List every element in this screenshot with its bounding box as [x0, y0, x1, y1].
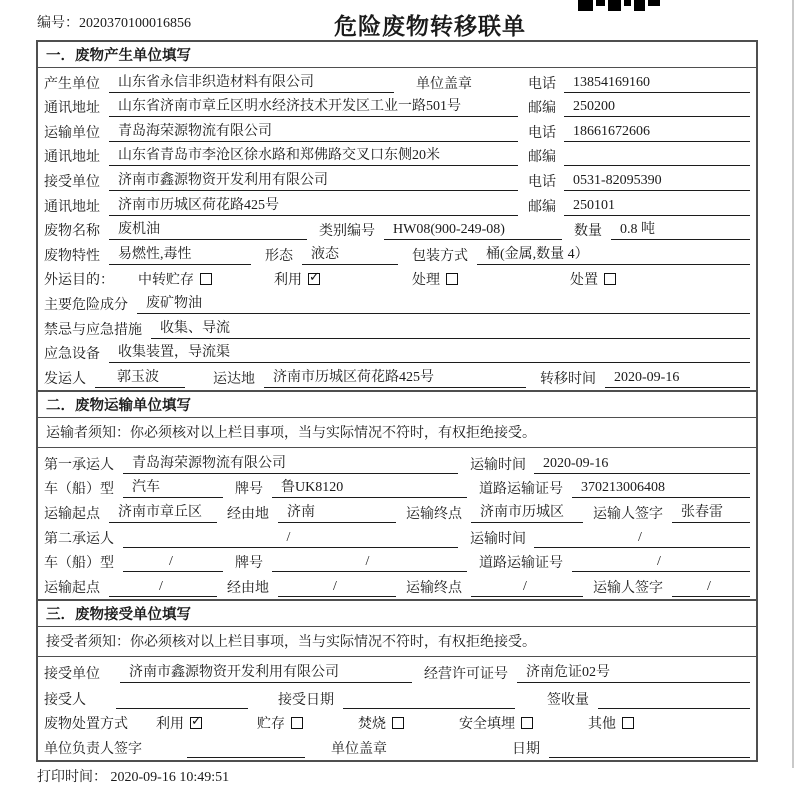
- disposal-option-landfill: [459, 713, 533, 733]
- serial-value: 2020370100016856: [79, 16, 191, 31]
- waste-code-value: HW08(900-249-08): [384, 222, 562, 240]
- checkbox-icon[interactable]: [622, 717, 634, 729]
- section-receiver: [36, 599, 758, 762]
- permit2-value: /: [572, 554, 750, 572]
- section-producer: [36, 40, 758, 392]
- receiver-phone-value: 0531-82095390: [564, 173, 750, 191]
- permit-label: 道路运输证号: [479, 482, 563, 498]
- hazard-label: 主要危险成分: [44, 297, 128, 313]
- producer-phone-value: 13854169160: [564, 75, 750, 93]
- carrier-sign-label: 运输人签字: [593, 506, 663, 522]
- address-label: 通讯地址: [44, 150, 100, 166]
- equipment-label: 应急设备: [44, 347, 100, 363]
- row-route1: [44, 498, 750, 523]
- checkbox-icon[interactable]: [446, 273, 458, 285]
- transfer-time-value: 2020-09-16: [605, 370, 750, 388]
- row-producer: [44, 68, 750, 93]
- checkbox-label: 利用: [274, 273, 302, 289]
- waste-props-label: 废物特性: [44, 248, 100, 264]
- zip-label: 邮编: [528, 150, 556, 166]
- section1-title: 一．废物产生单位填写: [38, 42, 756, 68]
- serial-label: 编号：: [37, 16, 79, 31]
- checkbox-icon[interactable]: [308, 273, 320, 285]
- plate-label: 牌号: [235, 556, 263, 572]
- row-accept-unit: [44, 657, 750, 683]
- route-start2-value: /: [109, 579, 217, 597]
- checkbox-label: 处理: [412, 273, 440, 289]
- notice-label: 接受者须知：: [46, 635, 130, 651]
- plate-label: 牌号: [235, 482, 263, 498]
- transporter-phone-value: 18661672606: [564, 124, 750, 142]
- document-header: [0, 0, 796, 40]
- plate2-value: /: [272, 554, 467, 572]
- checkbox-icon[interactable]: [392, 717, 404, 729]
- waste-name-label: 废物名称: [44, 224, 100, 240]
- row-receiver: [44, 166, 750, 191]
- row-equipment: [44, 339, 750, 364]
- taboo-label: 禁忌与应急措施: [44, 322, 142, 338]
- producer-label: 产生单位: [44, 76, 100, 92]
- producer-value: 山东省永信非织造材料有限公司: [109, 71, 394, 93]
- route-end-value: 济南市历城区: [471, 501, 583, 523]
- transporter-notice: [38, 418, 756, 448]
- carrier2-value: /: [123, 530, 458, 548]
- plate-value: 鲁UK8120: [272, 476, 467, 498]
- route-end-label: 运输终点: [406, 506, 462, 522]
- checkbox-label: 焚烧: [358, 717, 386, 733]
- route-via-label: 经由地: [227, 580, 269, 596]
- taboo-value: 收集、导流: [151, 317, 750, 339]
- purpose-option-transfer-storage: [138, 269, 212, 289]
- vehicle-type-label: 车（船）型: [44, 482, 114, 498]
- license-value: 济南危证02号: [517, 661, 750, 683]
- row-disposal: [44, 709, 750, 734]
- purpose-option-dispose: [570, 269, 616, 289]
- accept-date-value: [343, 707, 515, 709]
- transport-time-value: 2020-09-16: [534, 456, 750, 474]
- route-end2-value: /: [471, 579, 583, 597]
- date-value: [549, 756, 750, 758]
- dispatcher-label: 发运人: [44, 371, 86, 387]
- page-edge-line: [792, 0, 794, 768]
- row-dispatch: [44, 363, 750, 388]
- waste-pack-label: 包装方式: [412, 248, 468, 264]
- qr-block: [578, 0, 593, 11]
- route-start-value: 济南市章丘区: [109, 501, 217, 523]
- unit-seal-label: 单位盖章: [331, 741, 387, 757]
- phone-label: 电话: [528, 174, 556, 190]
- row-vehicle2: [44, 548, 750, 573]
- responsible-sign-label: 单位负责人签字: [44, 741, 142, 757]
- route-via-label: 经由地: [227, 506, 269, 522]
- vehicle-type2-value: /: [123, 554, 223, 572]
- route-end-label: 运输终点: [406, 580, 462, 596]
- producer-address-value: 山东省济南市章丘区明水经济技术开发区工业一路501号: [109, 95, 518, 117]
- waste-code-label: 类别编号: [319, 224, 375, 240]
- qr-block: [624, 0, 631, 6]
- carrier1-value: 青岛海荣源物流有限公司: [123, 452, 458, 474]
- row-receiver-address: [44, 191, 750, 216]
- receiver-value: 济南市鑫源物资开发利用有限公司: [109, 169, 518, 191]
- disposal-option-incinerate: [358, 713, 404, 733]
- transporter-address-value: 山东省青岛市李沧区徐水路和郑佛路交叉口东侧20米: [109, 144, 518, 166]
- producer-zip-value: 250200: [564, 99, 750, 117]
- checkbox-icon[interactable]: [190, 717, 202, 729]
- qr-block: [596, 0, 605, 6]
- transport-time-label: 运输时间: [470, 457, 526, 473]
- disposal-label: 废物处置方式: [44, 717, 128, 733]
- address-label: 通讯地址: [44, 101, 100, 117]
- print-time: [37, 766, 796, 786]
- checkbox-label: 利用: [156, 717, 184, 733]
- address-label: 通讯地址: [44, 199, 100, 215]
- page-title: 危险废物转移联单: [334, 14, 526, 39]
- carrier2-label: 第二承运人: [44, 531, 114, 547]
- phone-label: 电话: [528, 125, 556, 141]
- row-acceptor: [44, 683, 750, 709]
- transport-time-label: 运输时间: [470, 531, 526, 547]
- qr-block: [634, 0, 645, 11]
- checkbox-label: 安全填埋: [459, 717, 515, 733]
- route-start-label: 运输起点: [44, 506, 100, 522]
- print-time-label: 打印时间：: [37, 769, 107, 785]
- row-carrier2: [44, 523, 750, 548]
- receiver-label: 接受单位: [44, 174, 100, 190]
- row-taboo: [44, 314, 750, 339]
- dispatcher-value: 郭玉波: [95, 366, 185, 388]
- row-purpose: [44, 265, 750, 290]
- qr-code-fragment: [578, 0, 666, 11]
- waste-form-label: 形态: [265, 248, 293, 264]
- receiver-notice: [38, 627, 756, 657]
- waste-name-value: 废机油: [109, 218, 307, 240]
- section3-title: 三．废物接受单位填写: [38, 601, 756, 627]
- accept-date-label: 接受日期: [278, 692, 334, 708]
- seal-label: 单位盖章: [416, 76, 472, 92]
- qr-block: [608, 0, 621, 11]
- row-hazard: [44, 289, 750, 314]
- permit-label: 道路运输证号: [479, 556, 563, 572]
- carrier-sign2-value: /: [672, 579, 750, 597]
- purpose-option-utilize: [274, 269, 320, 289]
- zip-label: 邮编: [528, 199, 556, 215]
- license-label: 经营许可证号: [424, 666, 508, 682]
- equipment-value: 收集装置，导流渠: [109, 341, 750, 363]
- checkbox-label: 处置: [570, 273, 598, 289]
- purpose-label: 外运目的：: [44, 273, 114, 289]
- acceptor-value: [116, 707, 248, 709]
- disposal-option-utilize: [156, 713, 202, 733]
- transporter-value: 青岛海荣源物流有限公司: [109, 120, 518, 142]
- row-signature: [44, 733, 750, 758]
- disposal-option-store: [257, 713, 303, 733]
- transfer-time-label: 转移时间: [540, 371, 596, 387]
- destination-label: 运达地: [213, 371, 255, 387]
- notice-text: 你必须核对以上栏目事项，当与实际情况不符时，有权拒绝接受。: [130, 426, 536, 442]
- receiver-address-value: 济南市历城区荷花路425号: [109, 194, 518, 216]
- date-label: 日期: [512, 741, 540, 757]
- row-waste-name: [44, 216, 750, 241]
- waste-qty-label: 数量: [574, 224, 602, 240]
- received-qty-value: [598, 707, 750, 709]
- section2-title: 二．废物运输单位填写: [38, 392, 756, 418]
- phone-label: 电话: [528, 76, 556, 92]
- zip-label: 邮编: [528, 101, 556, 117]
- waste-form-value: 液态: [302, 243, 398, 265]
- waste-pack-value: 桶(金属,数量 4）: [477, 243, 750, 265]
- row-waste-props: [44, 240, 750, 265]
- accept-unit-label: 接受单位: [44, 666, 100, 682]
- transport-time2-value: /: [534, 530, 750, 548]
- row-carrier1: [44, 448, 750, 474]
- carrier-sign-label: 运输人签字: [593, 580, 663, 596]
- manifest-form: [36, 40, 758, 762]
- vehicle-type-value: 汽车: [123, 476, 223, 498]
- transporter-label: 运输单位: [44, 125, 100, 141]
- acceptor-label: 接受人: [44, 692, 86, 708]
- row-route2: [44, 572, 750, 597]
- waste-props-value: 易燃性,毒性: [109, 243, 251, 265]
- accept-unit-value: 济南市鑫源物资开发利用有限公司: [120, 661, 412, 683]
- permit-value: 370213006408: [572, 480, 750, 498]
- destination-value: 济南市历城区荷花路425号: [264, 366, 526, 388]
- row-transporter: [44, 117, 750, 142]
- serial-number: [37, 12, 191, 32]
- checkbox-icon[interactable]: [604, 273, 616, 285]
- route-via2-value: /: [278, 579, 396, 597]
- row-vehicle1: [44, 474, 750, 499]
- checkbox-label: 贮存: [257, 717, 285, 733]
- received-qty-label: 签收量: [547, 692, 589, 708]
- hazard-value: 废矿物油: [137, 292, 750, 314]
- notice-label: 运输者须知：: [46, 426, 130, 442]
- responsible-sign-value: [187, 756, 305, 758]
- carrier1-label: 第一承运人: [44, 457, 114, 473]
- checkbox-icon[interactable]: [200, 273, 212, 285]
- transporter-zip-value: [564, 164, 750, 166]
- waste-qty-value: 0.8 吨: [611, 218, 750, 240]
- row-transporter-address: [44, 142, 750, 167]
- carrier-sign-value: 张春雷: [672, 501, 750, 523]
- print-time-value: 2020-09-16 10:49:51: [110, 769, 230, 785]
- checkbox-icon[interactable]: [291, 717, 303, 729]
- row-producer-address: [44, 93, 750, 118]
- disposal-option-other: [588, 713, 634, 733]
- route-via-value: 济南: [278, 501, 396, 523]
- checkbox-label: 中转贮存: [138, 273, 194, 289]
- notice-text: 你必须核对以上栏目事项，当与实际情况不符时，有权拒绝接受。: [130, 635, 536, 651]
- checkbox-label: 其他: [588, 717, 616, 733]
- receiver-zip-value: 250101: [564, 198, 750, 216]
- section-transporter: [36, 390, 758, 601]
- qr-block: [648, 0, 660, 6]
- route-start-label: 运输起点: [44, 580, 100, 596]
- checkbox-icon[interactable]: [521, 717, 533, 729]
- purpose-option-treat: [412, 269, 458, 289]
- vehicle-type-label: 车（船）型: [44, 556, 114, 572]
